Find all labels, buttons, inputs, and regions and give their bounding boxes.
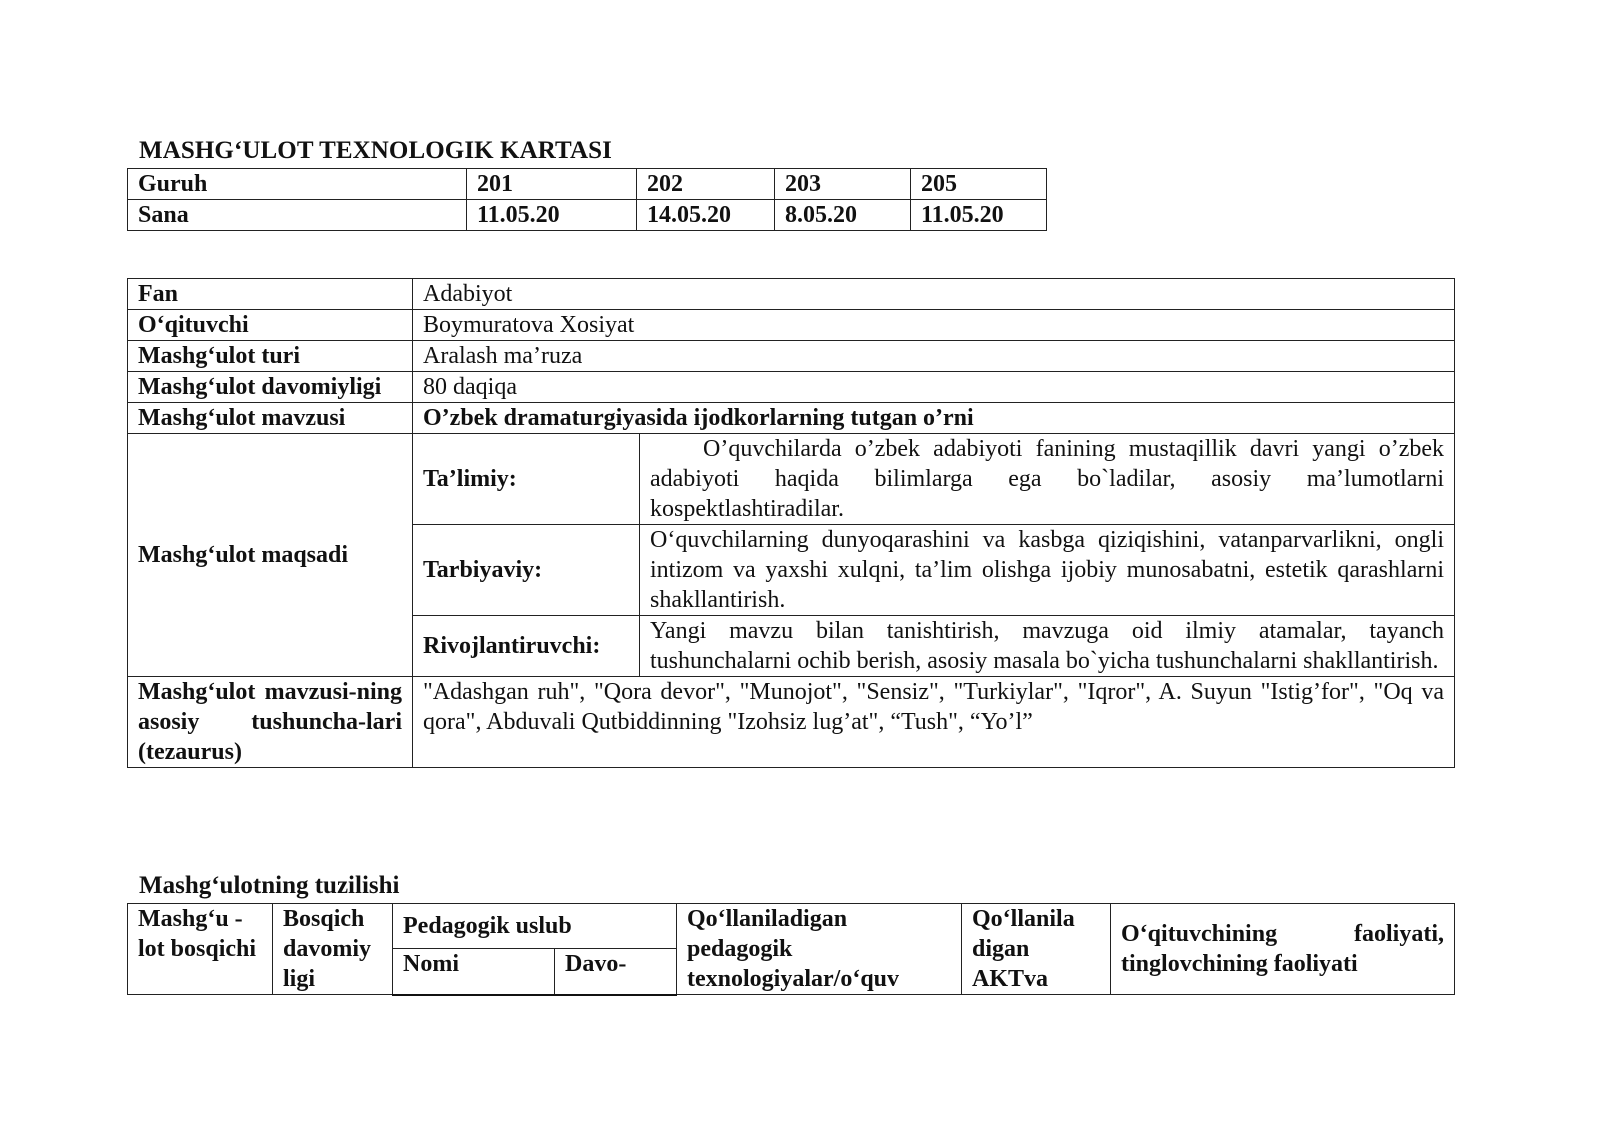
goal-educational-text: O’quvchilarda o’zbek adabiyoti fanining mustaqillik davri yangi o’zbek adabiyoti haqida bilimlarga ega bo`ladilar, asosiy ma’lumotlarni kospektlashtiradilar. [640,434,1455,525]
lesson-info-table [127,278,1455,768]
goal-label: Mashg‘ulot maqsadi [128,434,413,677]
fan-label: Fan [128,279,413,310]
col-method-name-header: Nomi [393,949,555,995]
date-cell: 14.05.20 [637,200,775,231]
group-cell: 205 [911,169,1047,200]
goal-row-educational [128,434,1455,525]
goal-educational-label: Ta’limiy: [413,434,640,525]
info-row-type [128,341,1455,372]
date-cell: 11.05.20 [467,200,637,231]
col-pedagogic-method-header: Pedagogik uslub [393,904,677,949]
group-cell: 202 [637,169,775,200]
fan-value: Adabiyot [413,279,1455,310]
thesaurus-label: Mashg‘ulot mavzusi-ning asosiy tushuncha-lari (tezaurus) [128,677,413,768]
info-row-fan [128,279,1455,310]
lesson-structure-table [127,903,1455,996]
col-ict-header: Qo‘llanila digan AKTva [962,904,1111,995]
structure-title: Mashg‘ulotning tuzilishi [139,872,400,899]
goal-upbringing-text: O‘quvchilarning dunyoqarashini va kasbga qiziqishini, vatanparvarlikni, ongli intizom va yaxshi xulqni, ta’lim olishga ijobiy munosabatni, estetik qarashlarni shakllantirish. [640,525,1455,616]
duration-value: 80 daqiqa [413,372,1455,403]
group-cell: 203 [775,169,911,200]
date-cell: 11.05.20 [911,200,1047,231]
col-stage-header: Mashg‘u -lot bosqichi [128,904,273,995]
teacher-value: Boymuratova Xosiyat [413,310,1455,341]
date-row [128,200,1047,231]
col-method-duration-header: Davo- [555,949,677,995]
col-activity-header: O‘qituvchining faoliyati, tinglovchining faoliyati [1111,904,1455,995]
topic-value: O’zbek dramaturgiyasida ijodkorlarning tutgan o’rni [413,403,1455,434]
teacher-label: O‘qituvchi [128,310,413,341]
structure-header-row [128,904,1455,949]
date-cell: 8.05.20 [775,200,911,231]
goal-upbringing-label: Tarbiyaviy: [413,525,640,616]
thesaurus-value: "Adashgan ruh", "Qora devor", "Munojot", "Sensiz", "Turkiylar", "Iqror", A. Suyun "Istig’for", "Oq va qora", Abduvali Qutbiddinning "Izohsiz lug’at", “Tush", “Yo’l” [413,677,1455,768]
goal-developmental-label: Rivojlantiruvchi: [413,616,640,677]
group-date-table [127,168,1047,231]
group-row [128,169,1047,200]
col-stage-duration-header: Bosqich davomiy ligi [273,904,393,995]
info-row-duration [128,372,1455,403]
group-cell: 201 [467,169,637,200]
duration-label: Mashg‘ulot davomiyligi [128,372,413,403]
type-label: Mashg‘ulot turi [128,341,413,372]
date-label: Sana [128,200,467,231]
group-label: Guruh [128,169,467,200]
info-row-teacher [128,310,1455,341]
topic-label: Mashg‘ulot mavzusi [128,403,413,434]
type-value: Aralash ma’ruza [413,341,1455,372]
info-row-thesaurus [128,677,1455,768]
goal-developmental-text: Yangi mavzu bilan tanishtirish, mavzuga oid ilmiy atamalar, tayanch tushunchalarni ochib berish, asosiy masala bo`yicha tushunchalarni shakllantirish. [640,616,1455,677]
info-row-topic [128,403,1455,434]
col-technologies-header: Qo‘llaniladigan pedagogik texnologiyalar/o‘quv [677,904,962,995]
document-title: MASHG‘ULOT TEXNOLOGIK KARTASI [139,137,612,164]
